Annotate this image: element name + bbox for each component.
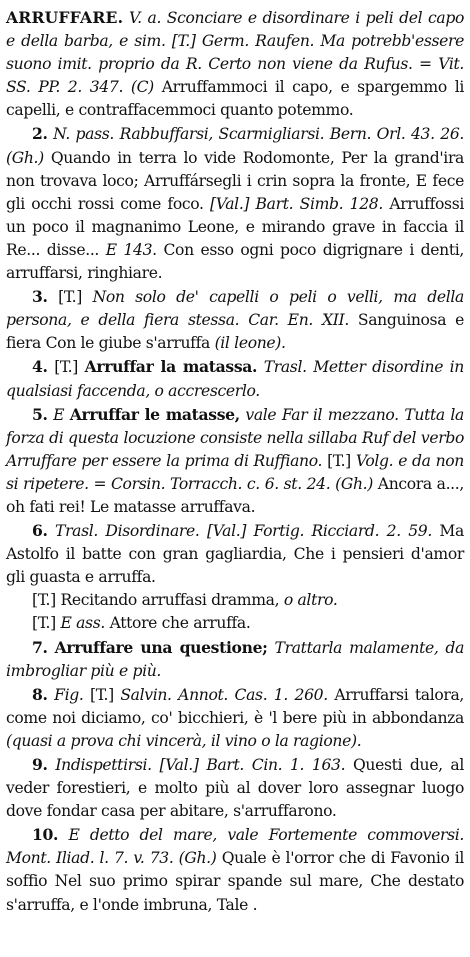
sense-label: Fig. [54, 685, 84, 704]
sense-tag: [T.] [58, 288, 82, 307]
sense-reference: E 143. [105, 240, 157, 259]
headword: ARRUFFARE. [6, 8, 124, 27]
sense-number: 10. [32, 825, 59, 845]
intro-definition: V. a. Sconciare e disordinare i peli del capo e della barba, e sim. [6, 9, 464, 51]
intro-citation: = Vit. SS. PP. 2. 347. (C) [6, 55, 464, 97]
sense-7 [6, 636, 464, 683]
intro-quote: Arruffammoci il capo, e spargemmo li capelli, e contraffacemmoci quanto potemmo. [6, 78, 464, 120]
sense-quote: Quale è l'orror che di Favonio il soffio Nel suo primo spirar spande sul mare, Che destato s'arruffa, e l'onde imbruna, Tale . [6, 849, 464, 914]
sense-quote: Ma Astolfo il batte con gran gagliardia, Che i pensieri d'amor gli guasta e arruffa. [6, 522, 464, 587]
sense-quote: Quando in terra lo vide Rodomonte, Per la grand'ira non trovava loco; Arruffársegli i crin sopra la fronte, E fece gli occhi rossi come foco. [6, 148, 464, 213]
sense-4 [6, 355, 464, 402]
sense-number: 3. [32, 287, 48, 307]
sense-label: Trasl. Metter disordine in qualsiasi faccenda, o accrescerlo. [6, 358, 464, 400]
sense-label: o altro. [283, 591, 338, 610]
sense-quote: Arruffarsi talora, come noi diciamo, co' bicchieri, è 'l bere più in abbondanza [6, 685, 465, 727]
sense-quote: Sanguinosa e fiera Con le giube s'arruffa [6, 311, 464, 353]
sense-label: E detto del mare, vale Fortemente commoversi. Mont. Iliad. l. 7. v. 73. (Gh.) [6, 826, 464, 868]
sense-number: 8. [32, 684, 48, 704]
sense-reference: [Val.] Bart. Cin. 1. 163. [159, 756, 346, 774]
sense-number: 2. [32, 124, 48, 144]
sense-quote: Attore che arruffa. [109, 614, 251, 633]
sense-quote: Ancora a..., oh fati rei! Le matasse arruffava. [6, 474, 465, 516]
intro-reference: [T.] Germ. Raufen. [171, 32, 315, 51]
sense-number: 4. [32, 357, 48, 377]
sense-phrase: Arruffar le matasse, [69, 404, 240, 424]
entry-intro [6, 6, 464, 122]
sense-label: E [53, 405, 65, 424]
sense-label: Trattarla malamente, da imbrogliar più e più. [6, 638, 465, 680]
sense-label: vale Far il mezzano. Tutta la forza di questa locuzione consiste nella sillaba Ruf del verbo Arruffare per essere la prima di Ruffiano. [6, 405, 464, 470]
sense-6 [6, 519, 464, 589]
sense-6-sub-b [6, 612, 464, 635]
sense-number: 6. [32, 521, 48, 541]
sense-label: Salvin. Annot. Cas. 1. 260. [120, 685, 328, 704]
sense-8 [6, 683, 464, 753]
sense-number: 7. [32, 637, 48, 657]
sense-label: Indispettirsi. [55, 756, 152, 774]
sense-quote: Recitando arruffasi dramma, [60, 591, 280, 610]
sense-tag: [T.] [32, 614, 56, 633]
sense-quote: Arruffossi un poco il magnanimo Leone, e mirando grave in faccia il Re... disse... [6, 194, 464, 259]
sense-9 [6, 753, 464, 823]
sense-3 [6, 285, 464, 355]
sense-tag: [T.] [89, 685, 114, 704]
sense-parenthetical: (il leone). [214, 334, 286, 353]
sense-2 [6, 122, 464, 285]
sense-10 [6, 823, 464, 916]
sense-5 [6, 403, 464, 519]
sense-phrase: Arruffare una questione; [54, 637, 268, 657]
sense-reference: [Val.] Fortig. Ricciard. 2. 59. [206, 522, 432, 541]
sense-phrase: Arruffar la matassa. [84, 357, 258, 377]
sense-label: Non solo de' capelli o peli o velli, ma della persona, e della fiera stessa. Car. En. XII. [6, 288, 465, 330]
sense-tag: [T.] [32, 591, 56, 610]
sense-reference: [Val.] Bart. Simb. 128. [210, 194, 383, 213]
sense-number: 5. [32, 404, 48, 424]
sense-6-sub-a [6, 589, 464, 612]
sense-quote: Con esso ogni poco digrignare i denti, arruffarsi, ringhiare. [6, 240, 465, 283]
sense-label: Trasl. Disordinare. [55, 522, 200, 541]
sense-quote: Questi due, al veder forestieri, e molto più al dover loro assegnar luogo dove fondar casa per abitare, s'arruffarono. [6, 756, 465, 821]
sense-number: 9. [32, 755, 48, 774]
intro-etymology: Ma potrebb'essere suono imit. proprio da R. Certo non viene da Rufus. [6, 32, 464, 74]
sense-label: Volg. e da non si ripetere. = Corsin. Torracch. c. 6. st. 24. (Gh.) [6, 451, 464, 493]
sense-parenthetical: (quasi a prova chi vincerà, il vino o la ragione). [6, 731, 362, 750]
sense-label: N. pass. Rabbuffarsi, Scarmigliarsi. Bern. Orl. 43. 26. (Gh.) [6, 125, 464, 167]
sense-tag: [T.] [327, 451, 351, 470]
sense-tag: [T.] [54, 358, 79, 377]
sense-label: E ass. [60, 614, 105, 633]
